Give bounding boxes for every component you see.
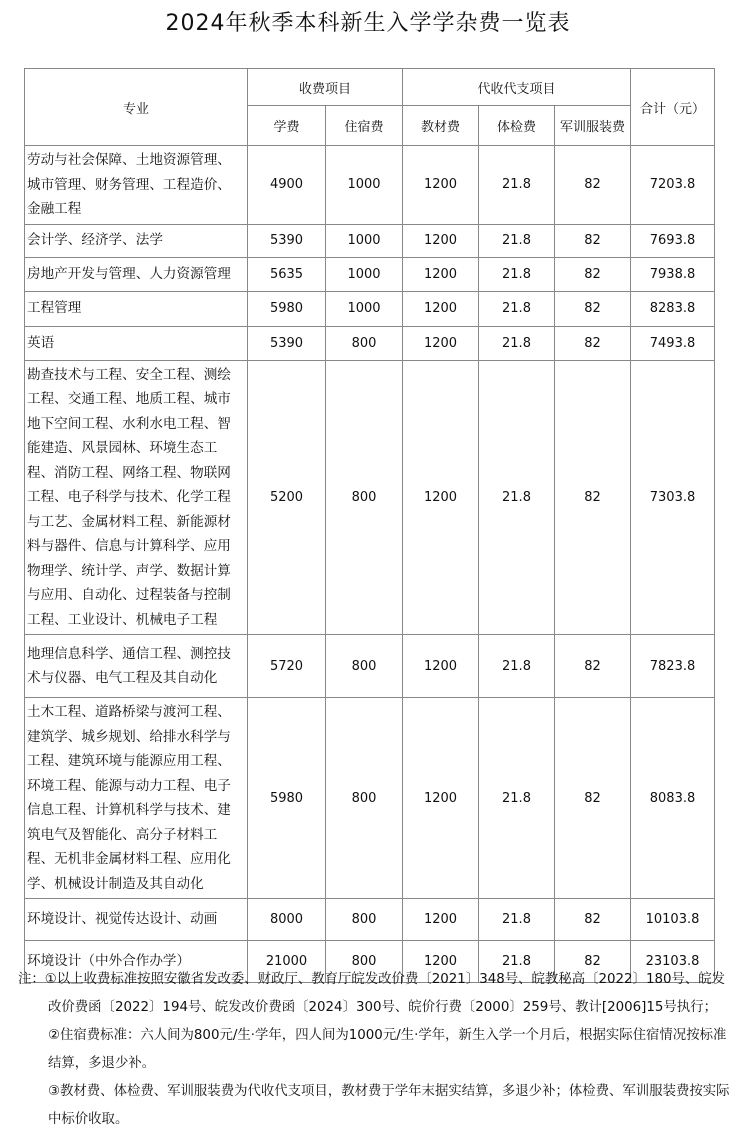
cell-textbook: 1200 [403,291,479,326]
table-row [25,257,715,291]
cell-tuition: 5720 [248,635,326,698]
cell-total: 23103.8 [631,941,715,983]
cell-textbook: 1200 [403,698,479,899]
cell-major: 地理信息科学、通信工程、测控技术与仪器、电气工程及其自动化 [25,635,248,698]
cell-total: 7203.8 [631,146,715,225]
cell-dorm: 800 [326,635,403,698]
cell-textbook: 1200 [403,899,479,941]
header-medical: 体检费 [479,106,555,146]
cell-tuition: 5200 [248,360,326,635]
cell-medical: 21.8 [479,899,555,941]
cell-major: 英语 [25,326,248,360]
cell-dorm: 800 [326,360,403,635]
cell-textbook: 1200 [403,360,479,635]
cell-dorm: 1000 [326,257,403,291]
cell-major: 环境设计、视觉传达设计、动画 [25,899,248,941]
cell-medical: 21.8 [479,257,555,291]
cell-uniform: 82 [555,291,631,326]
cell-tuition: 5390 [248,224,326,257]
cell-medical: 21.8 [479,291,555,326]
table-row [25,291,715,326]
cell-total: 8283.8 [631,291,715,326]
cell-textbook: 1200 [403,257,479,291]
header-major: 专业 [25,69,248,146]
cell-tuition: 4900 [248,146,326,225]
cell-uniform: 82 [555,326,631,360]
cell-major: 土木工程、道路桥梁与渡河工程、建筑学、城乡规划、给排水科学与工程、建筑环境与能源应用工程、环境工程、能源与动力工程、电子信息工程、计算机科学与技术、建筑电气及智能化、高分子材料工程、无机非金属材料工程、应用化学、机械设计制造及其自动化 [25,698,248,899]
cell-textbook: 1200 [403,635,479,698]
table-row [25,224,715,257]
cell-total: 7938.8 [631,257,715,291]
cell-textbook: 1200 [403,941,479,983]
cell-medical: 21.8 [479,326,555,360]
cell-medical: 21.8 [479,224,555,257]
table-row [25,635,715,698]
cell-uniform: 82 [555,899,631,941]
cell-total: 7493.8 [631,326,715,360]
cell-medical: 21.8 [479,360,555,635]
cell-major: 劳动与社会保障、土地资源管理、城市管理、财务管理、工程造价、金融工程 [25,146,248,225]
cell-uniform: 82 [555,635,631,698]
cell-major: 房地产开发与管理、人力资源管理 [25,257,248,291]
note-3: ③教材费、体检费、军训服装费为代收代支项目，教材费于学年末据实结算，多退少补；体检费、军训服装费按实际中标价收取。 [48,1084,730,1127]
table-row [25,698,715,899]
cell-medical: 21.8 [479,146,555,225]
header-fees-group: 收费项目 [248,69,403,106]
header-tuition: 学费 [248,106,326,146]
table-row [25,899,715,941]
note-1 [18,966,732,1022]
cell-major: 会计学、经济学、法学 [25,224,248,257]
cell-major: 勘查技术与工程、安全工程、测绘工程、交通工程、地质工程、城市地下空间工程、水利水电工程、智能建造、风景园林、环境生态工程、消防工程、网络工程、物联网工程、电子科学与技术、化学工程与工艺、金属材料工程、新能源材料与器件、信息与计算科学、应用物理学、统计学、声学、数据计算与应用、自动化、过程装备与控制工程、工业设计、机械电子工程 [25,360,248,635]
fee-table [24,68,715,983]
cell-textbook: 1200 [403,326,479,360]
cell-uniform: 82 [555,941,631,983]
header-uniform: 军训服装费 [555,106,631,146]
cell-dorm: 1000 [326,291,403,326]
cell-tuition: 5980 [248,291,326,326]
cell-total: 8083.8 [631,698,715,899]
cell-total: 10103.8 [631,899,715,941]
cell-uniform: 82 [555,224,631,257]
cell-textbook: 1200 [403,224,479,257]
cell-dorm: 800 [326,899,403,941]
cell-uniform: 82 [555,146,631,225]
cell-uniform: 82 [555,698,631,899]
cell-dorm: 1000 [326,224,403,257]
header-dorm: 住宿费 [326,106,403,146]
table-row [25,360,715,635]
notes [18,966,732,1134]
cell-tuition: 21000 [248,941,326,983]
page-title: 2024年秋季本科新生入学学杂费一览表 [165,11,571,36]
cell-dorm: 1000 [326,146,403,225]
cell-dorm: 800 [326,941,403,983]
cell-medical: 21.8 [479,698,555,899]
cell-tuition: 5980 [248,698,326,899]
cell-total: 7823.8 [631,635,715,698]
cell-major: 环境设计（中外合作办学） [25,941,248,983]
cell-dorm: 800 [326,698,403,899]
notes-label: 注： [18,972,45,987]
cell-tuition: 5390 [248,326,326,360]
header-textbook: 教材费 [403,106,479,146]
table-row [25,146,715,225]
cell-uniform: 82 [555,360,631,635]
cell-uniform: 82 [555,257,631,291]
cell-tuition: 8000 [248,899,326,941]
cell-total: 7303.8 [631,360,715,635]
table-row [25,326,715,360]
note-text: ①以上收费标准按照安徽省发改委、财政厅、教育厅皖发改价费〔2021〕348号、皖教秘高〔2022〕180号、皖发改价费函〔2022〕194号、皖发改价费函〔2024〕300号、皖价行费〔2000〕259号、教计[2006]15号执行； [44,972,726,1015]
header-total: 合计（元） [631,69,715,146]
cell-dorm: 800 [326,326,403,360]
cell-medical: 21.8 [479,635,555,698]
cell-tuition: 5635 [248,257,326,291]
note-2: ②住宿费标准：六人间为800元/生·学年，四人间为1000元/生·学年，新生入学一个月后，根据实际住宿情况按标准结算，多退少补。 [48,1028,727,1071]
header-agency-group: 代收代支项目 [403,69,631,106]
cell-major: 工程管理 [25,291,248,326]
cell-medical: 21.8 [479,941,555,983]
cell-total: 7693.8 [631,224,715,257]
cell-textbook: 1200 [403,146,479,225]
